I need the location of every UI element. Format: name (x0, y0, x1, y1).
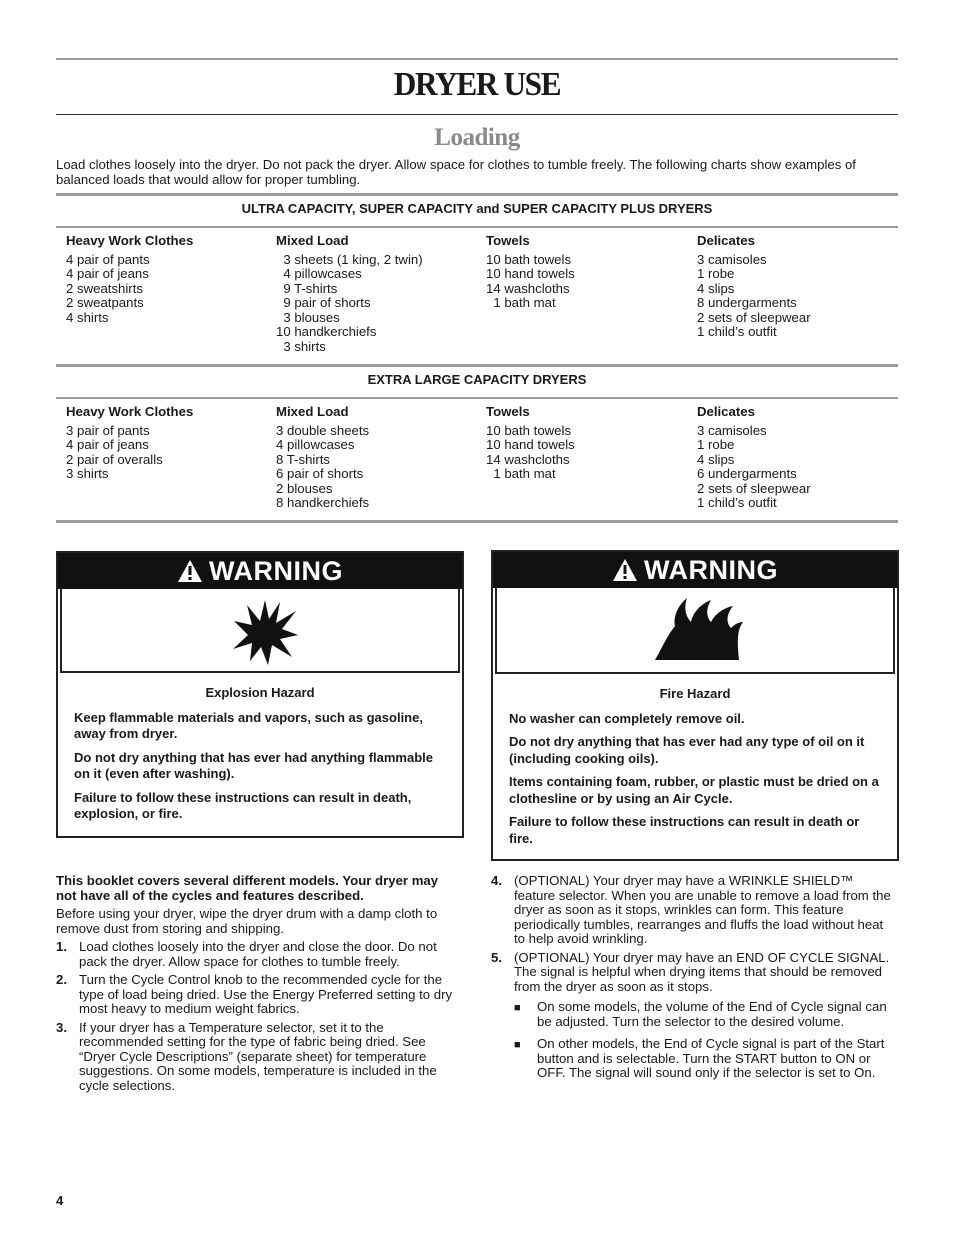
top-rule (56, 58, 898, 60)
column-heading: Heavy Work Clothes (66, 404, 194, 419)
explosion-warning-text (74, 685, 446, 830)
table2-top-rule (56, 364, 898, 367)
warning-header (493, 552, 897, 588)
column-heading: Heavy Work Clothes (66, 233, 194, 248)
explosion-icon (230, 597, 300, 667)
warning-line: Items containing foam, rubber, or plastic must be dried on a clothesline or by using an Air Cycle. (509, 774, 879, 806)
explosion-pictogram-area (60, 589, 460, 673)
intro-text: Load clothes loosely into the dryer. Do not pack the dryer. Allow space for clothes to tumble freely. The following charts show examples of balanced loads that would allow for proper tumbling. (56, 157, 856, 187)
table1-col-heavy (66, 234, 193, 325)
warning-line: Keep flammable materials and vapors, such as gasoline, away from dryer. (74, 709, 423, 741)
bullet-text: On other models, the End of Cycle signal is part of the Start button and is selectable. Turn the START button to ON or OFF. The signal will sound only if the selector is set to On. (537, 1036, 885, 1080)
column-items: 10 bath towels 10 hand towels 14 washcloths 1 bath mat (486, 251, 575, 310)
warning-triangle-icon (612, 558, 638, 582)
step-item (56, 940, 462, 969)
step-number: 1. (56, 939, 67, 954)
step-number: 5. (491, 949, 502, 965)
column-items: 3 sheets (1 king, 2 twin) 4 pillowcases 9 T-shirts 9 pair of shorts 3 blouses 10 handkerchiefs 3 shirts (276, 251, 423, 354)
explosion-warning-box (56, 551, 464, 838)
column-heading: Towels (486, 233, 530, 248)
column-items: 10 bath towels 10 hand towels 14 washcloths 1 bath mat (486, 422, 575, 481)
models-note: This booklet covers several different models. Your dryer may not have all of the cycles and features described. (56, 873, 439, 903)
table2-bottom-rule (56, 520, 898, 523)
warning-line: Do not dry anything that has ever had any type of oil on it (including cooking oils). (509, 734, 865, 766)
table2-col-delicates (697, 405, 811, 511)
fire-warning-box (491, 550, 899, 861)
fire-icon (653, 596, 743, 662)
warning-line: No washer can completely remove oil. (509, 710, 745, 726)
warning-line: Failure to follow these instructions can result in death, explosion, or fire. (74, 789, 412, 821)
table1-col-towels (486, 234, 575, 311)
table1-col-delicates (697, 234, 811, 340)
step-number: 2. (56, 972, 67, 987)
step-item (56, 973, 462, 1017)
bullet-square-icon: ■ (514, 1002, 521, 1014)
table2-title: EXTRA LARGE CAPACITY DRYERS (367, 372, 587, 387)
table1-col-mixed (276, 234, 423, 354)
column-heading: Towels (486, 404, 530, 419)
column-items: 3 camisoles 1 robe 4 slips 6 undergarments 2 sets of sleepwear 1 child’s outfit (697, 422, 811, 510)
step-text: Turn the Cycle Control knob to the recommended cycle for the type of load being dried. Use the Energy Preferred setting to dry most heavy to medium weight fabrics. (79, 972, 453, 1016)
step-item (491, 951, 897, 995)
column-heading: Mixed Load (276, 233, 349, 248)
table2-header-rule (56, 397, 898, 399)
warning-triangle-icon (177, 559, 203, 583)
step-text: (OPTIONAL) Your dryer may have a WRINKLE SHIELD™ feature selector. When you are unable to remove a load from the dryer as soon as it stops, wrinkles can form. This feature periodically tumbles, rearranges and fluffs the load without heat to help avoid wrinkling. (514, 873, 891, 946)
column-items: 3 camisoles 1 robe 4 slips 8 undergarments 2 sets of sleepwear 1 child’s outfit (697, 251, 811, 339)
warning-header (58, 553, 462, 589)
instructions-right-column (491, 874, 897, 1081)
column-heading: Delicates (697, 404, 755, 419)
column-items: 3 pair of pants 4 pair of jeans 2 pair of overalls 3 shirts (66, 422, 163, 481)
step-item (491, 874, 897, 947)
warning-line: Failure to follow these instructions can result in death or fire. (509, 814, 860, 846)
column-items: 4 pair of pants 4 pair of jeans 2 sweatshirts 2 sweatpants 4 shirts (66, 251, 150, 325)
bullet-square-icon: ■ (514, 1039, 521, 1051)
table1-top-rule (56, 193, 898, 196)
step-number: 4. (491, 873, 502, 888)
table1-title: ULTRA CAPACITY, SUPER CAPACITY and SUPER CAPACITY PLUS DRYERS (241, 201, 713, 216)
bullet-text: On some models, the volume of the End of Cycle signal can be adjusted. Turn the selector to the desired volume. (537, 999, 887, 1029)
step-text: Load clothes loosely into the dryer and close the door. Do not pack the dryer. Allow space for clothes to tumble freely. (79, 939, 437, 969)
step-text: (OPTIONAL) Your dryer may have an END OF CYCLE SIGNAL. The signal is helpful when drying items that should be removed from the dryer as soon as it stops. (514, 949, 890, 994)
column-items: 3 double sheets 4 pillowcases 8 T-shirts 6 pair of shorts 2 blouses 8 handkerchiefs (276, 422, 370, 510)
step-number: 3. (56, 1019, 67, 1035)
hazard-title: Fire Hazard (659, 686, 731, 701)
table1-header-rule (56, 226, 898, 228)
warning-label: WARNING (209, 555, 343, 586)
table2-col-mixed (276, 405, 369, 511)
fire-pictogram-area (495, 588, 895, 674)
warning-label: WARNING (644, 554, 778, 585)
bullet-item (514, 1000, 897, 1029)
page-title: DRYER USE (393, 66, 561, 103)
table2-col-towels (486, 405, 575, 482)
step-text: If your dryer has a Temperature selector, set it to the recommended setting for the type of fabric being dried. See “Dryer Cycle Descriptions” (separate sheet) for temperature suggestions. On some models, temperature is included in the cycle selections. (79, 1019, 437, 1093)
column-heading: Mixed Load (276, 404, 349, 419)
column-heading: Delicates (697, 233, 755, 248)
warning-line: Do not dry anything that has ever had anything flammable on it (even after washing). (74, 749, 433, 781)
title-rule (56, 114, 898, 115)
section-title: Loading (434, 124, 520, 151)
fire-warning-text (509, 686, 881, 854)
table2-col-heavy (66, 405, 193, 482)
step-item (56, 1021, 462, 1094)
bullet-item (514, 1037, 897, 1081)
hazard-title: Explosion Hazard (205, 685, 315, 700)
instructions-left-column (56, 874, 462, 1097)
before-use-text: Before using your dryer, wipe the dryer drum with a damp cloth to remove dust from storing and shipping. (56, 906, 438, 936)
page-number: 4 (56, 1193, 64, 1208)
